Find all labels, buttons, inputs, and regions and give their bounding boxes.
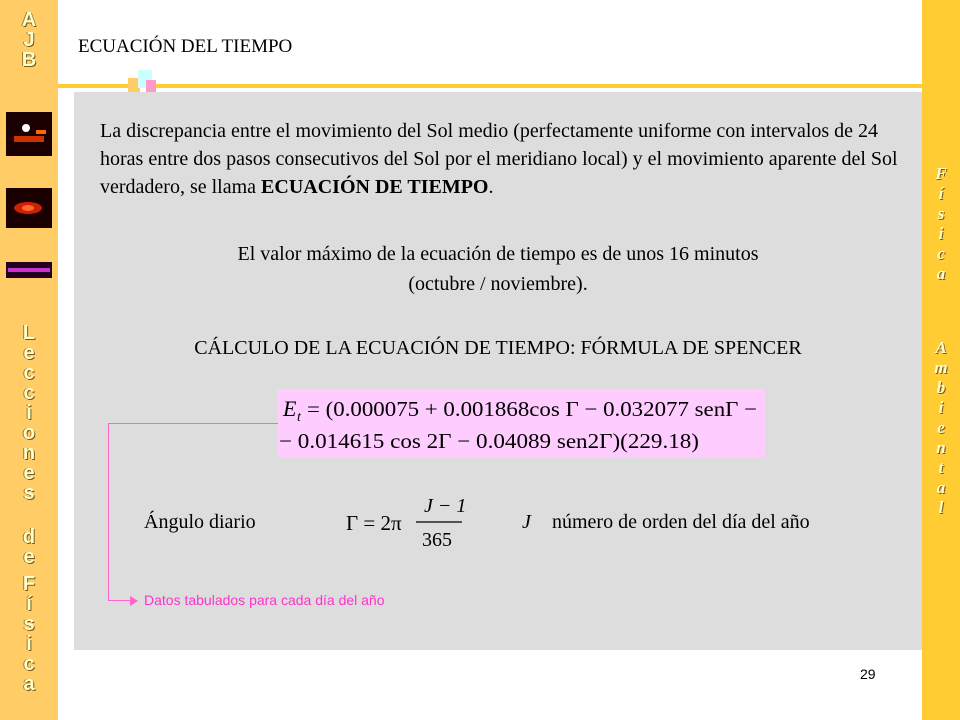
letter: c	[937, 244, 945, 263]
formula-line-1: = (0.000075 + 0.001868cos Γ − 0.032077 senΓ −	[307, 397, 757, 421]
gamma-denominator: 365	[422, 529, 452, 551]
angle-label: Ángulo diario	[144, 511, 256, 533]
header-divider	[58, 84, 922, 88]
tabulated-data-note: Datos tabulados para cada día del año	[144, 592, 385, 608]
letter: s	[937, 204, 945, 223]
logo-letter: J	[23, 29, 35, 51]
letter: e	[937, 418, 945, 437]
page-number: 29	[860, 666, 876, 682]
paragraph-bold: ECUACIÓN DE TIEMPO	[261, 176, 489, 198]
letter: d	[22, 526, 36, 548]
connector-line	[108, 423, 109, 601]
letter: n	[22, 442, 36, 464]
paragraph-text: La discrepancia entre el movimiento del Sol medio (perfectamente uniforme con intervalos de 24 horas entre dos pasos consecutivos del Sol por el meridiano local) y el movimiento aparente del Sol verdadero, se llama	[100, 120, 898, 198]
letter: a	[23, 673, 35, 695]
gamma-numerator: J − 1	[424, 495, 467, 517]
formula-line-2: − 0.014615 cos 2Γ − 0.04089 sen2Γ)(229.18)	[279, 429, 700, 453]
definition-paragraph	[100, 117, 900, 201]
max-value-line-2: (octubre / noviembre).	[408, 273, 588, 295]
thumbnail-graphic	[6, 188, 52, 228]
gamma-graphic	[344, 492, 474, 552]
vertical-word-fisica-right	[922, 164, 960, 284]
thumbnail-image-2	[6, 188, 52, 228]
j-variable: J	[522, 511, 531, 533]
spencer-heading: CÁLCULO DE LA ECUACIÓN DE TIEMPO: FÓRMULA DE SPENCER	[194, 337, 802, 359]
j-description: número de orden del día del año	[552, 511, 810, 533]
letter: F	[22, 573, 36, 595]
gamma-formula	[344, 492, 474, 557]
letter: i	[938, 224, 944, 243]
letter: i	[938, 398, 944, 417]
letter: i	[26, 633, 32, 655]
formula-lhs-sub: t	[297, 410, 301, 425]
connector-line	[108, 600, 132, 601]
letter: c	[23, 653, 35, 675]
letter: o	[22, 422, 36, 444]
letter: t	[938, 458, 944, 477]
slide-title: ECUACIÓN DEL TIEMPO	[78, 36, 293, 57]
arrow-right-icon	[130, 596, 138, 606]
letter: í	[26, 593, 32, 615]
letter: c	[23, 382, 35, 404]
vertical-word-fisica	[0, 574, 58, 694]
spencer-formula	[277, 389, 765, 457]
letter: e	[23, 462, 35, 484]
letter: A	[935, 338, 947, 357]
letter: n	[936, 438, 946, 457]
thumbnail-graphic	[6, 112, 52, 156]
logo-ajb	[0, 10, 58, 70]
vertical-word-ambiental	[922, 338, 960, 518]
thumbnail-graphic	[6, 262, 52, 278]
letter: b	[936, 378, 946, 397]
max-value-line-1: El valor máximo de la ecuación de tiempo es de unos 16 minutos	[237, 243, 759, 265]
thumbnail-image-3	[6, 262, 52, 278]
connector-line	[108, 423, 278, 424]
letter: e	[23, 342, 35, 364]
letter: l	[938, 498, 944, 517]
letter: s	[23, 613, 35, 635]
letter: L	[22, 322, 36, 344]
vertical-word-de	[0, 527, 58, 567]
letter: m	[934, 358, 948, 377]
letter: s	[23, 482, 35, 504]
thumbnail-image-1	[6, 112, 52, 156]
gamma-lhs: Γ = 2π	[346, 511, 402, 535]
letter: i	[26, 402, 32, 424]
vertical-word-lecciones	[0, 323, 58, 503]
letter: c	[23, 362, 35, 384]
formula-lhs: E	[283, 396, 297, 421]
formula-graphic	[277, 389, 765, 457]
letter: a	[936, 478, 946, 497]
letter: e	[23, 546, 35, 568]
letter: í	[938, 184, 944, 203]
logo-letter: A	[21, 9, 37, 31]
letter: F	[935, 164, 947, 183]
paragraph-end: .	[488, 176, 494, 198]
letter: a	[936, 264, 946, 283]
decorative-square	[146, 80, 156, 92]
logo-letter: B	[21, 49, 37, 71]
